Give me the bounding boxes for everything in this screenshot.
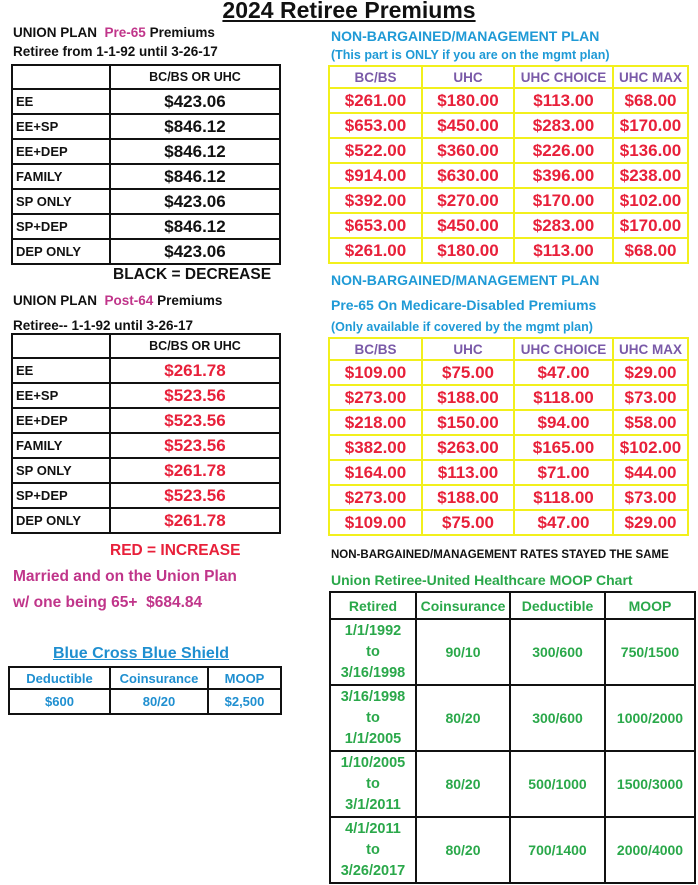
row-value: $261.78	[110, 358, 280, 383]
table-row	[329, 113, 688, 138]
premium-cell: $522.00	[329, 138, 422, 163]
moop-cell: 2000/4000	[605, 817, 695, 883]
heading-highlight: Pre-65	[104, 25, 146, 40]
mgmt-note: (This part is ONLY if you are on the mgmt plan)	[331, 48, 610, 62]
premium-cell: $170.00	[613, 213, 688, 238]
column-header: UHC CHOICE	[514, 66, 613, 88]
column-header: Retired	[330, 592, 416, 619]
column-header: BC/BS OR UHC	[110, 334, 280, 358]
table-row	[12, 164, 280, 189]
table-row	[329, 485, 688, 510]
premium-cell: $58.00	[613, 410, 688, 435]
table-row	[12, 89, 280, 114]
premium-cell: $68.00	[613, 88, 688, 113]
table-row	[12, 458, 280, 483]
row-value: $846.12	[110, 214, 280, 239]
married-note-line1: Married and on the Union Plan	[13, 568, 237, 585]
premium-cell: $450.00	[422, 113, 514, 138]
table-row	[329, 460, 688, 485]
row-label: DEP ONLY	[12, 239, 110, 264]
bcbs-title: Blue Cross Blue Shield	[53, 645, 230, 662]
deductible-cell: 700/1400	[510, 817, 605, 883]
row-label: SP+DEP	[12, 214, 110, 239]
retired-to-word: to	[366, 775, 380, 792]
premium-cell: $68.00	[613, 238, 688, 263]
table-row	[330, 685, 695, 751]
mgmt-disabled-heading: NON-BARGAINED/MANAGEMENT PLAN	[331, 272, 600, 288]
row-value: $261.78	[110, 458, 280, 483]
premium-cell: $238.00	[613, 163, 688, 188]
premium-cell: $226.00	[514, 138, 613, 163]
premium-cell: $180.00	[422, 88, 514, 113]
premium-cell: $113.00	[422, 460, 514, 485]
table-row	[12, 189, 280, 214]
moop-cell: 1000/2000	[605, 685, 695, 751]
union-pre65-table	[11, 64, 281, 265]
row-value: $846.12	[110, 164, 280, 189]
premium-cell: $263.00	[422, 435, 514, 460]
table-row	[329, 238, 688, 263]
table-row	[12, 508, 280, 533]
retired-cell	[330, 619, 416, 685]
premium-cell: $450.00	[422, 213, 514, 238]
premium-cell: $109.00	[329, 360, 422, 385]
premium-cell: $273.00	[329, 385, 422, 410]
column-header: BC/BS	[329, 66, 422, 88]
heading-suffix: Premiums	[157, 293, 223, 308]
table-row	[330, 817, 695, 883]
premium-cell: $360.00	[422, 138, 514, 163]
row-label: EE+DEP	[12, 408, 110, 433]
table-row	[329, 188, 688, 213]
table-row	[329, 213, 688, 238]
column-header: Deductible	[510, 592, 605, 619]
premium-cell: $44.00	[613, 460, 688, 485]
row-value: $846.12	[110, 114, 280, 139]
coinsurance-cell: 80/20	[416, 817, 510, 883]
premium-cell: $47.00	[514, 510, 613, 535]
union-post64-heading	[13, 293, 222, 308]
table-row	[12, 139, 280, 164]
table-row	[329, 410, 688, 435]
retired-from: 1/10/2005	[340, 754, 406, 771]
premium-cell: $261.00	[329, 238, 422, 263]
column-header: BC/BS	[329, 338, 422, 360]
retired-to: 1/1/2005	[344, 730, 402, 747]
table-header-row	[329, 338, 688, 360]
column-header: UHC MAX	[613, 66, 688, 88]
premium-cell: $283.00	[514, 213, 613, 238]
retired-cell	[330, 685, 416, 751]
coinsurance-cell: 90/10	[416, 619, 510, 685]
heading-suffix: Premiums	[149, 25, 215, 40]
premium-cell: $73.00	[613, 485, 688, 510]
deductible-cell: 300/600	[510, 685, 605, 751]
table-row	[330, 619, 695, 685]
table-row	[330, 751, 695, 817]
premium-cell: $136.00	[613, 138, 688, 163]
moop-table	[329, 591, 696, 884]
row-value: $423.06	[110, 89, 280, 114]
heading-prefix: UNION PLAN	[13, 25, 97, 40]
retired-to-word: to	[366, 643, 380, 660]
premium-cell: $113.00	[514, 238, 613, 263]
premium-cell: $653.00	[329, 213, 422, 238]
row-value: $846.12	[110, 139, 280, 164]
premium-cell: $102.00	[613, 188, 688, 213]
married-note-line2: w/ one being 65+ $684.84	[13, 594, 203, 611]
premium-cell: $165.00	[514, 435, 613, 460]
premium-cell: $273.00	[329, 485, 422, 510]
mgmt-rates-footnote: NON-BARGAINED/MANAGEMENT RATES STAYED THE SAME	[331, 549, 669, 561]
union-pre65-heading	[13, 25, 215, 40]
table-row	[12, 214, 280, 239]
retired-from: 4/1/2011	[345, 820, 401, 837]
premium-cell: $270.00	[422, 188, 514, 213]
premium-cell: $94.00	[514, 410, 613, 435]
bcbs-value-coinsurance: 80/20	[110, 689, 208, 714]
row-value: $423.06	[110, 189, 280, 214]
row-value: $523.56	[110, 383, 280, 408]
premium-cell: $261.00	[329, 88, 422, 113]
table-row	[329, 385, 688, 410]
premium-cell: $47.00	[514, 360, 613, 385]
bcbs-value-moop: $2,500	[208, 689, 281, 714]
table-row	[12, 483, 280, 508]
table-row	[12, 239, 280, 264]
mgmt-heading: NON-BARGAINED/MANAGEMENT PLAN	[331, 28, 600, 44]
row-label: FAMILY	[12, 164, 110, 189]
row-value: $523.56	[110, 483, 280, 508]
bcbs-header-moop: MOOP	[208, 667, 281, 689]
mgmt-disabled-table	[328, 337, 689, 536]
row-value: $261.78	[110, 508, 280, 533]
page-title: 2024 Retiree Premiums	[222, 0, 476, 23]
moop-cell: 750/1500	[605, 619, 695, 685]
table-row	[12, 383, 280, 408]
table-row	[329, 138, 688, 163]
premium-cell: $29.00	[613, 360, 688, 385]
coinsurance-cell: 80/20	[416, 685, 510, 751]
premium-cell: $630.00	[422, 163, 514, 188]
row-label: SP ONLY	[12, 189, 110, 214]
table-row	[329, 360, 688, 385]
premium-cell: $170.00	[514, 188, 613, 213]
premium-cell: $29.00	[613, 510, 688, 535]
heading-prefix: UNION PLAN	[13, 293, 97, 308]
coinsurance-cell: 80/20	[416, 751, 510, 817]
premium-cell: $653.00	[329, 113, 422, 138]
premium-cell: $109.00	[329, 510, 422, 535]
union-pre65-subheading: Retiree from 1-1-92 until 3-26-17	[13, 44, 218, 59]
retired-to: 3/26/2017	[340, 862, 406, 879]
bcbs-header-coinsurance: Coinsurance	[110, 667, 208, 689]
retired-from: 3/16/1998	[340, 688, 406, 705]
column-header: MOOP	[605, 592, 695, 619]
retired-cell	[330, 751, 416, 817]
red-increase-legend: RED = INCREASE	[110, 542, 241, 559]
table-row	[12, 408, 280, 433]
premium-cell: $75.00	[422, 360, 514, 385]
retired-to: 3/1/2011	[345, 796, 401, 813]
retired-cell	[330, 817, 416, 883]
column-header: UHC CHOICE	[514, 338, 613, 360]
retired-to-word: to	[366, 841, 380, 858]
premium-cell: $75.00	[422, 510, 514, 535]
table-header-row	[330, 592, 695, 619]
premium-cell: $118.00	[514, 485, 613, 510]
column-header: Coinsurance	[416, 592, 510, 619]
premium-cell: $73.00	[613, 385, 688, 410]
union-post64-table	[11, 333, 281, 534]
row-label: EE+SP	[12, 114, 110, 139]
column-header: UHC MAX	[613, 338, 688, 360]
premium-cell: $150.00	[422, 410, 514, 435]
mgmt-disabled-note: (Only available if covered by the mgmt plan)	[331, 320, 593, 334]
column-header: UHC	[422, 66, 514, 88]
premium-cell: $113.00	[514, 88, 613, 113]
table-row	[12, 433, 280, 458]
mgmt-table	[328, 65, 689, 264]
table-header-row	[329, 66, 688, 88]
table-row	[12, 358, 280, 383]
premium-cell: $71.00	[514, 460, 613, 485]
retired-to: 3/16/1998	[340, 664, 406, 681]
row-label: SP+DEP	[12, 483, 110, 508]
row-label: EE	[12, 358, 110, 383]
row-value: $523.56	[110, 433, 280, 458]
row-value: $423.06	[110, 239, 280, 264]
table-row	[329, 435, 688, 460]
premium-cell: $188.00	[422, 485, 514, 510]
bcbs-value-deductible: $600	[9, 689, 110, 714]
premium-cell: $170.00	[613, 113, 688, 138]
bcbs-table	[8, 666, 282, 715]
premium-cell: $914.00	[329, 163, 422, 188]
row-label: EE+SP	[12, 383, 110, 408]
premium-cell: $392.00	[329, 188, 422, 213]
table-row	[12, 114, 280, 139]
moop-cell: 1500/3000	[605, 751, 695, 817]
deductible-cell: 300/600	[510, 619, 605, 685]
premium-cell: $218.00	[329, 410, 422, 435]
premium-cell: $382.00	[329, 435, 422, 460]
retired-from: 1/1/1992	[344, 622, 402, 639]
column-header: UHC	[422, 338, 514, 360]
row-label: EE	[12, 89, 110, 114]
married-amount: $684.84	[146, 594, 203, 611]
row-label: SP ONLY	[12, 458, 110, 483]
premium-cell: $188.00	[422, 385, 514, 410]
row-label: DEP ONLY	[12, 508, 110, 533]
column-header: BC/BS OR UHC	[110, 65, 280, 89]
row-label: FAMILY	[12, 433, 110, 458]
row-value: $523.56	[110, 408, 280, 433]
premium-cell: $180.00	[422, 238, 514, 263]
moop-chart-title: Union Retiree-United Healthcare MOOP Chart	[331, 572, 633, 588]
premium-cell: $283.00	[514, 113, 613, 138]
table-row	[329, 163, 688, 188]
premium-cell: $164.00	[329, 460, 422, 485]
premium-cell: $118.00	[514, 385, 613, 410]
deductible-cell: 500/1000	[510, 751, 605, 817]
union-post64-subheading: Retiree-- 1-1-92 until 3-26-17	[13, 318, 194, 333]
bcbs-header-deductible: Deductible	[9, 667, 110, 689]
black-decrease-legend: BLACK = DECREASE	[113, 266, 272, 283]
retired-to-word: to	[366, 709, 380, 726]
mgmt-disabled-subheading: Pre-65 On Medicare-Disabled Premiums	[331, 297, 597, 313]
premium-cell: $102.00	[613, 435, 688, 460]
table-row	[329, 88, 688, 113]
heading-highlight: Post-64	[104, 293, 154, 308]
table-row	[329, 510, 688, 535]
row-label: EE+DEP	[12, 139, 110, 164]
premium-cell: $396.00	[514, 163, 613, 188]
